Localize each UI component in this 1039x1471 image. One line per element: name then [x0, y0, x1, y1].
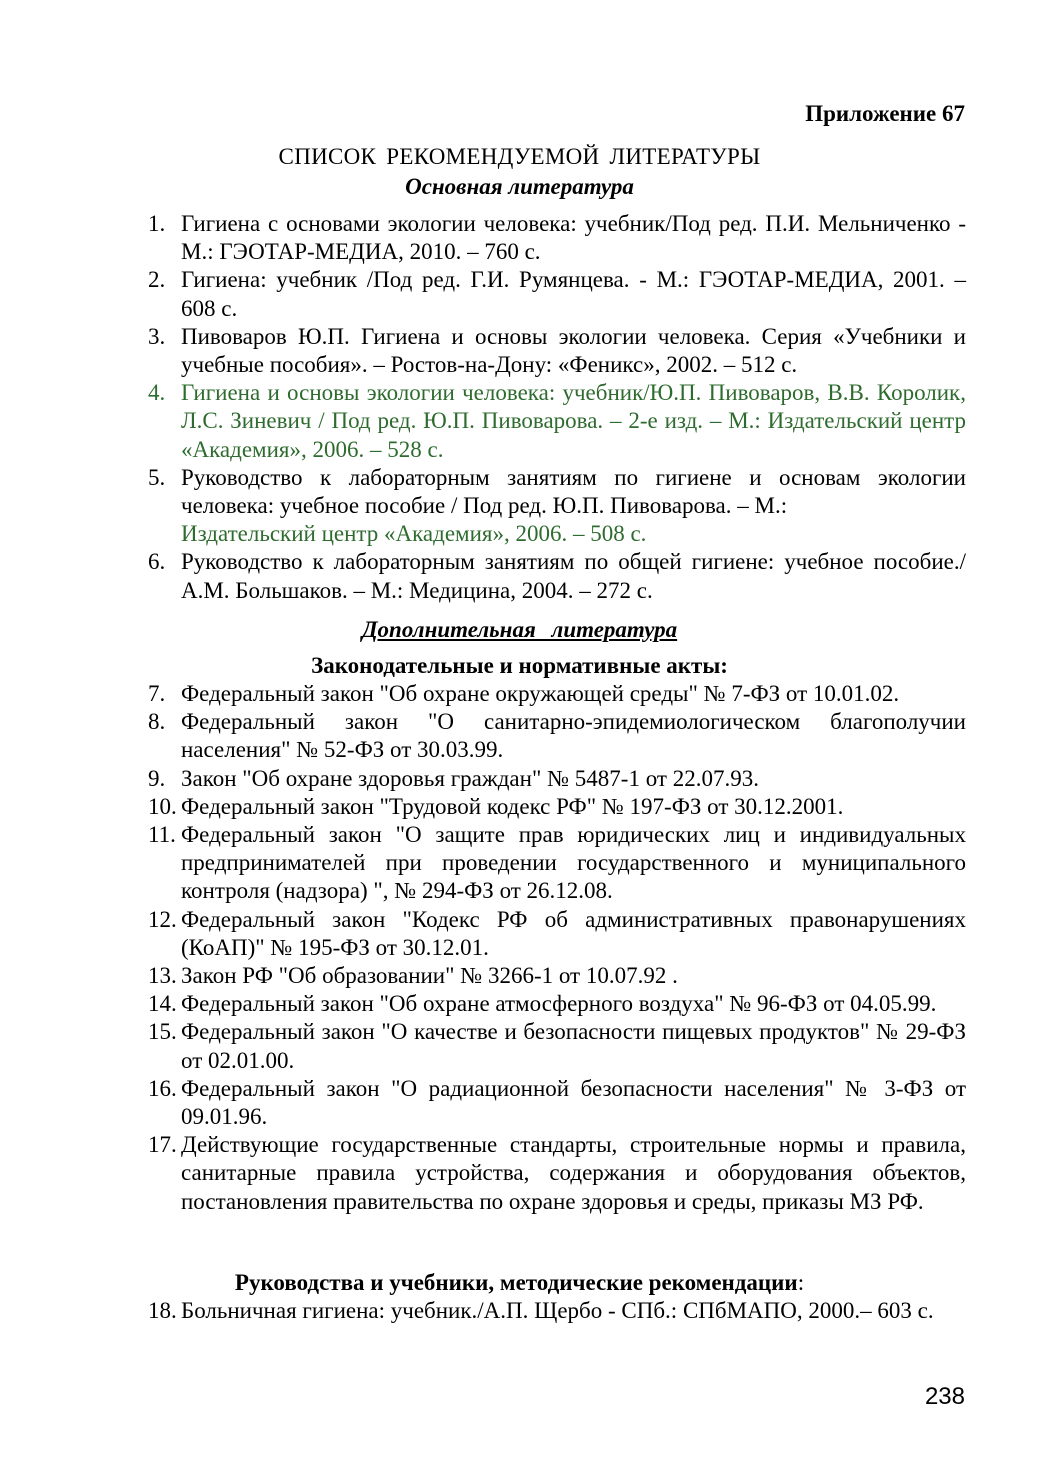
item-number: 11.	[148, 822, 176, 848]
list-item	[148, 793, 966, 821]
item-text: Федеральный закон "О защите прав юридических лиц и индивидуальных предпринимателей при проведении государственного и муниципального контроля (надзора) ", № 294-ФЗ от 26.12.08.	[181, 822, 966, 904]
item-text: Федеральный закон "О качестве и безопасности пищевых продуктов" № 29-ФЗ от 02.01.00.	[181, 1019, 966, 1073]
list-item	[148, 548, 966, 604]
item-text: Федеральный закон "Об охране атмосферного воздуха" № 96-ФЗ от 04.05.99.	[181, 991, 937, 1017]
item-number: 15.	[148, 1019, 177, 1045]
item-text: Гигиена с основами экологии человека: учебник/Под ред. П.И. Мельниченко - М.: ГЭОТАР-МЕДИА, 2010. – 760 с.	[181, 211, 966, 265]
list-item	[148, 464, 966, 549]
item-number: 7.	[148, 681, 166, 706]
item-number: 9.	[148, 765, 166, 791]
item-text: Закон РФ "Об образовании" № 3266-1 от 10.07.92 .	[181, 963, 678, 989]
list-item	[148, 1075, 966, 1131]
additional-literature-heading-text: Дополнительная литература	[361, 617, 678, 642]
list-item	[148, 680, 966, 708]
item-number: 4.	[148, 380, 166, 406]
item-number: 13.	[148, 963, 177, 989]
item-number: 2.	[148, 267, 166, 293]
item-number: 18.	[148, 1298, 177, 1323]
list-item	[148, 1018, 966, 1074]
list-item	[148, 906, 966, 962]
item-text: Гигиена: учебник /Под ред. Г.И. Румянцева. - М.: ГЭОТАР-МЕДИА, 2001. – 608 с.	[181, 267, 966, 321]
item-number: 6.	[148, 549, 166, 575]
item-text: Федеральный закон "Трудовой кодекс РФ" № 197-ФЗ от 30.12.2001.	[181, 793, 844, 819]
item-text: Федеральный закон "О санитарно-эпидемиологическом благополучии населения" № 52-ФЗ от 30.03.99.	[181, 709, 966, 763]
item-number: 5.	[148, 464, 166, 490]
list-item	[148, 1131, 966, 1216]
item-text-publisher: Издательский центр «Академия», 2006. – 508 с.	[181, 521, 647, 547]
item-number: 8.	[148, 709, 166, 735]
guides-list	[148, 1297, 966, 1325]
list-item	[148, 765, 966, 793]
item-text: Действующие государственные стандарты, строительные нормы и правила, санитарные правила устройства, содержания и оборудования объектов, постановления правительства по охране здоровья и среды, приказы МЗ РФ.	[181, 1132, 966, 1214]
item-text: Пивоваров Ю.П. Гигиена и основы экологии человека. Серия «Учебники и учебные пособия». – Ростов-на-Дону: «Феникс», 2002. – 512 с.	[181, 323, 966, 378]
list-item	[148, 962, 966, 990]
list-item	[148, 379, 966, 464]
list-item	[148, 210, 966, 266]
guides-heading	[0, 1270, 1039, 1296]
item-text: Гигиена и основы экологии человека: учебник/Ю.П. Пивоваров, В.В. Королик, Л.С. Зиневич / Под ред. Ю.П. Пивоварова. – 2-е изд. – М.: Издательский центр «Академия», 2006. – 528 с.	[181, 380, 966, 462]
appendix-label: Приложение 67	[805, 101, 965, 126]
legal-acts-list	[148, 680, 966, 1216]
item-text: Федеральный закон "Кодекс РФ об административных правонарушениях (КоАП)" № 195-ФЗ от 30.12.01.	[181, 906, 966, 960]
item-number: 17.	[148, 1132, 177, 1158]
item-text: Руководство к лабораторным занятиям по общей гигиене: учебное пособие./ А.М. Большаков. – М.: Медицина, 2004. – 272 с.	[181, 549, 966, 603]
item-number: 1.	[148, 211, 166, 236]
item-number: 12.	[148, 906, 177, 932]
list-item	[148, 821, 966, 906]
list-item	[148, 990, 966, 1018]
item-text: Руководство к лабораторным занятиям по гигиене и основам экологии человека: учебное пособие / Под ред. Ю.П. Пивоварова. – М.:	[181, 464, 966, 519]
guides-heading-text: Руководства и учебники, методические рекомендации	[234, 1270, 798, 1295]
item-number: 16.	[148, 1075, 177, 1101]
list-item	[148, 708, 966, 764]
item-text: Федеральный закон "О радиационной безопасности населения" № 3-ФЗ от 09.01.96.	[181, 1075, 966, 1130]
main-literature-list	[148, 210, 966, 605]
page-number: 238	[924, 1383, 965, 1410]
page-title: СПИСОК РЕКОМЕНДУЕМОЙ ЛИТЕРАТУРЫ	[278, 144, 761, 169]
additional-literature-heading	[0, 617, 1039, 643]
legal-acts-heading: Законодательные и нормативные акты:	[311, 653, 728, 678]
main-literature-heading: Основная литература	[405, 174, 634, 199]
list-item	[148, 323, 966, 379]
item-text: Федеральный закон "Об охране окружающей среды" № 7-ФЗ от 10.01.02.	[181, 681, 900, 706]
list-item	[148, 1297, 966, 1325]
item-number: 14.	[148, 991, 177, 1017]
item-text: Больничная гигиена: учебник./А.П. Щербо - СПб.: СПбМАПО, 2000.– 603 с.	[181, 1298, 934, 1323]
list-item	[148, 266, 966, 322]
item-number: 10.	[148, 793, 177, 819]
item-text: Закон "Об охране здоровья граждан" № 5487-1 от 22.07.93.	[181, 765, 759, 791]
guides-heading-colon: :	[797, 1270, 805, 1295]
item-number: 3.	[148, 323, 166, 349]
